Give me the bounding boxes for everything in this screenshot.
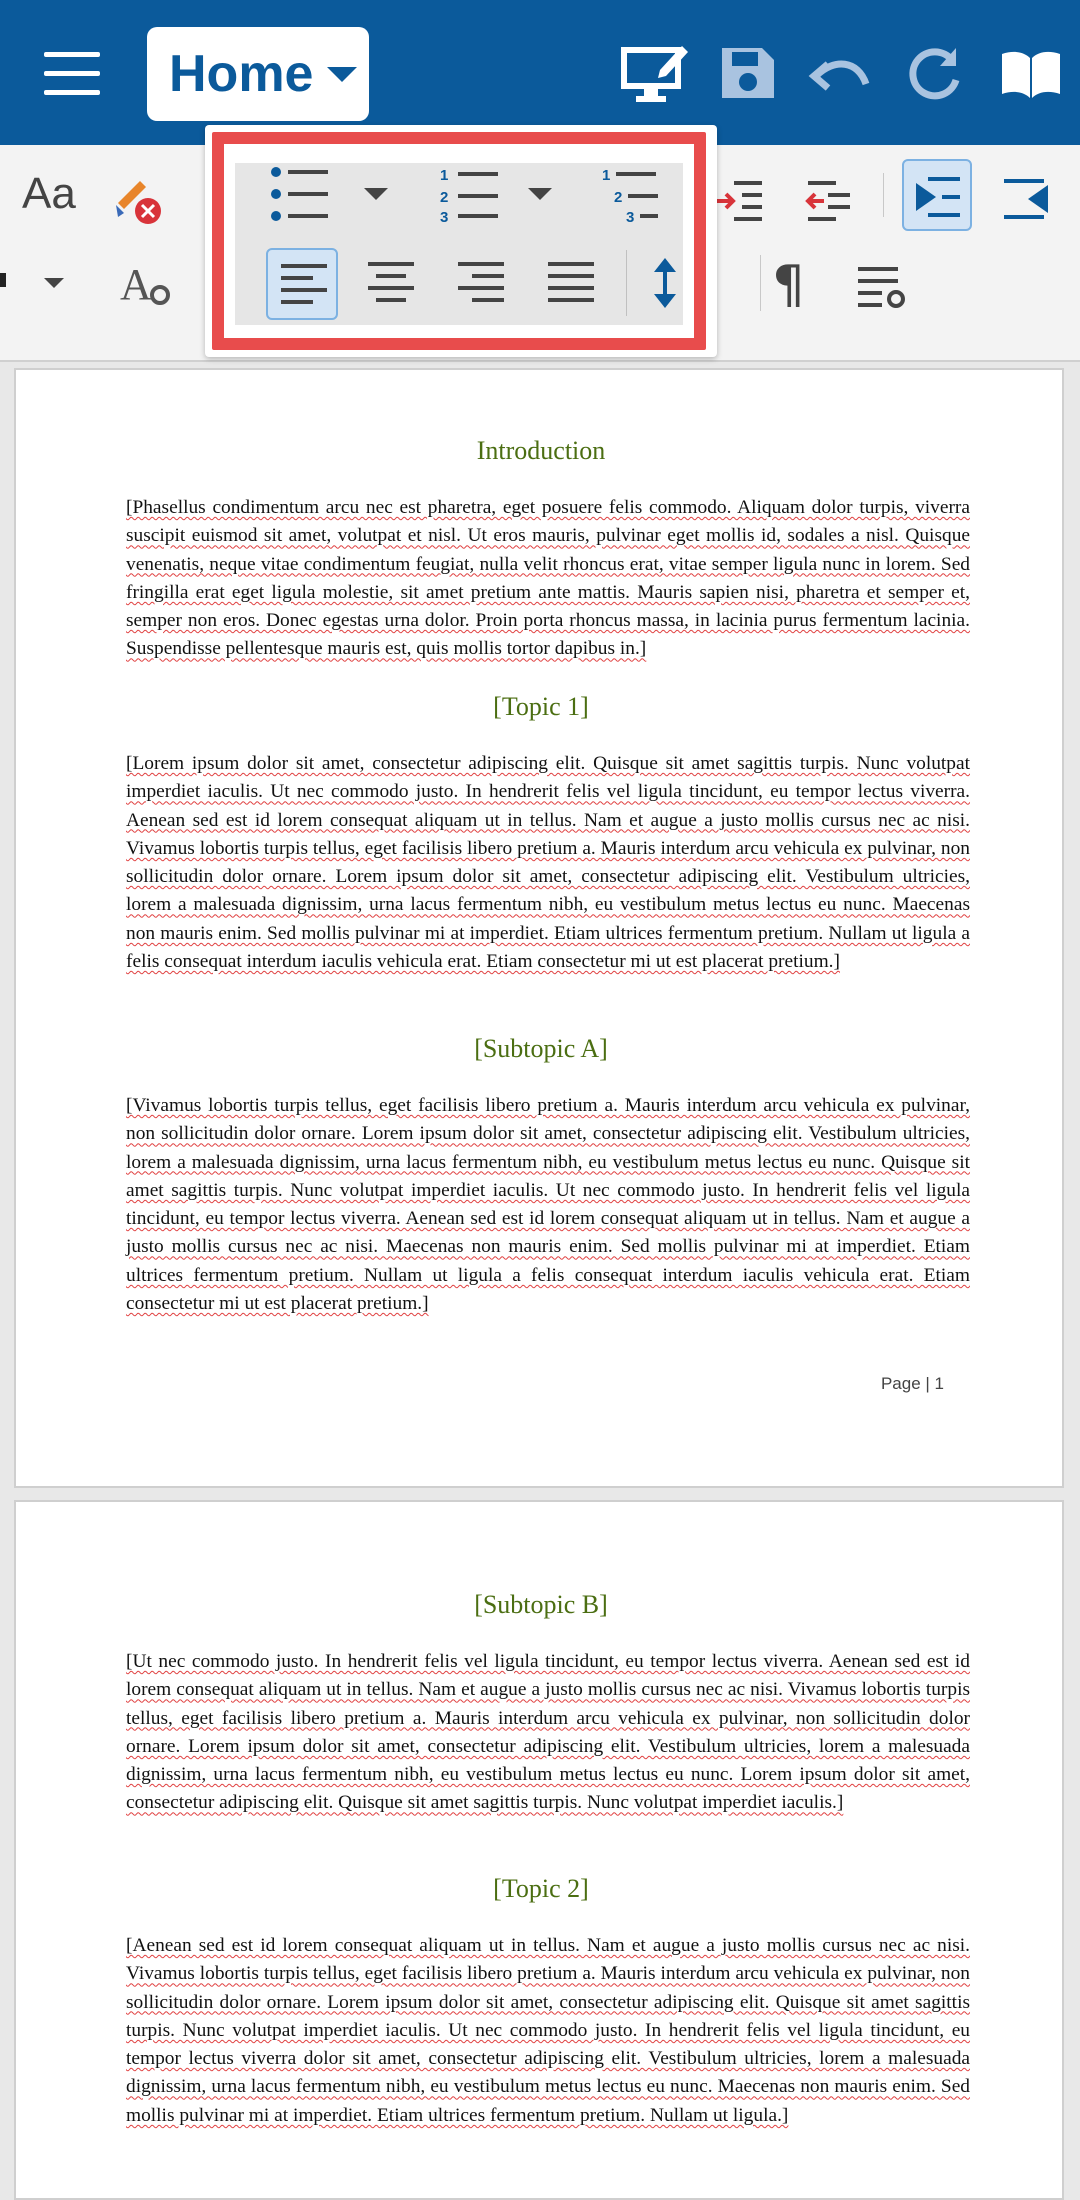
- document-page-2: [14, 1500, 1064, 2200]
- document-page-1: [14, 368, 1064, 1488]
- clear-format-icon[interactable]: [112, 175, 166, 232]
- paragraph-settings-icon[interactable]: [856, 263, 908, 316]
- svg-text:1: 1: [440, 167, 449, 184]
- rtl-icon[interactable]: [1002, 177, 1050, 226]
- heading-topic-1: [Topic 1]: [493, 692, 589, 721]
- heading-introduction: Introduction: [476, 436, 606, 465]
- ltr-icon: [914, 175, 962, 219]
- svg-text:2: 2: [614, 189, 623, 206]
- redo-icon[interactable]: [900, 40, 970, 106]
- indent-decrease-icon[interactable]: [804, 177, 854, 228]
- paragraph-subtopic-a[interactable]: [Vivamus lobortis turpis tellus, eget facilisis libero pretium a. Mauris interdum arcu vehicula ex pulvinar, non sollicitudin dolor ornare. Lorem ipsum dolor sit amet, consectetur adipiscing elit. Vestibulum ultricies, lorem a malesuada dignissim, urna lacus fermentum nibh, eu vestibulum metus lectus eu nunc. Quisque sit amet sagittis turpis. Nunc volutpat imperdiet iaculis. Ut nec commodo justo. In hendrerit felis vel ligula tincidunt, eu tempor lectus viverra. Aenean sed est id lorem consequat aliquam ut in tellus. Nam et augue a justo mollis cursus nec ac nisi. Maecenas non mauris enim. Sed mollis pulvinar mi at imperdiet. Etiam ultrices fermentum pretium. Nullam ut ligula a felis consequat interdum iaculis vehicula erat. Etiam consectetur mi ut est placerat pretium.]: [126, 1095, 970, 1315]
- font-size-edge: [0, 273, 6, 287]
- font-icon[interactable]: Aa: [22, 169, 76, 218]
- screen-edit-icon[interactable]: [620, 40, 690, 106]
- svg-text:2: 2: [440, 189, 449, 206]
- ribbon-divider: [883, 173, 884, 217]
- svg-text:3: 3: [626, 209, 635, 222]
- top-app-bar: [0, 0, 1080, 145]
- heading-topic-2: [Topic 2]: [493, 1874, 589, 1903]
- undo-icon[interactable]: [806, 40, 876, 106]
- svg-text:3: 3: [440, 209, 449, 222]
- read-mode-icon[interactable]: [996, 40, 1066, 106]
- save-icon[interactable]: [712, 40, 782, 106]
- svg-text:A: A: [120, 260, 152, 309]
- ribbon-divider: [760, 255, 761, 311]
- paragraph-subtopic-b[interactable]: [Ut nec commodo justo. In hendrerit felis vel ligula tincidunt, eu tempor lectus viverra. Aenean sed est id lorem consequat aliquam ut in tellus. Nam et augue a justo mollis cursus nec ac nisi. Vivamus lobortis turpis tellus, eget facilisis libero pretium a. Mauris interdum arcu vehicula ex pulvinar, non sollicitudin dolor ornare. Lorem ipsum dolor sit amet, consectetur adipiscing elit. Vestibulum ultricies, lorem a malesuada dignissim, urna lacus fermentum nibh, eu vestibulum metus lectus eu nunc. Lorem ipsum dolor sit amet, consectetur adipiscing elit. Quisque sit amet sagittis turpis. Nunc volutpat imperdiet iaculis.]: [126, 1651, 970, 1814]
- menu-icon[interactable]: [44, 52, 100, 96]
- ltr-button[interactable]: [902, 159, 972, 231]
- indent-increase-icon[interactable]: [714, 177, 764, 228]
- ribbon-tab-selector[interactable]: [147, 27, 369, 121]
- paragraph-introduction[interactable]: [Phasellus condimentum arcu nec est pharetra, eget posuere felis commodo. Aliquam dolor turpis, viverra suscipit euismod sit amet, volutpat et nisl. Ut eros mauris, pulvinar eget mollis id, sodales a nisl. Quisque venenatis, neque vitae condimentum feugiat, nulla velit rhoncus erat, vitae semper ligula nunc in lorem. Sed fringilla erat eget ligula molestie, sit amet pretium ante mattis. Mauris sapien nisi, pharetra et semper et, semper non eros. Donec egestas urna dolor. Proin porta rhoncus massa, in lacinia purus fermentum lacinia. Suspendisse pellentesque mauris est, quis mollis tortor dapibus in.]: [126, 497, 970, 660]
- heading-subtopic-a: [Subtopic A]: [474, 1034, 608, 1063]
- selection-highlight-box: [212, 132, 706, 350]
- paragraph-topic-1[interactable]: [Lorem ipsum dolor sit amet, consectetur adipiscing elit. Quisque sit amet sagittis turpis. Nunc volutpat imperdiet iaculis. Ut nec commodo justo. In hendrerit felis vel ligula tincidunt, eu tempor lectus viverra. Aenean sed est id lorem consequat aliquam ut in tellus. Nam et augue a justo mollis cursus nec ac nisi. Vivamus lobortis turpis tellus, eget facilisis libero pretium a. Mauris interdum arcu vehicula ex pulvinar, non sollicitudin dolor ornare. Lorem ipsum dolor sit amet, consectetur adipiscing elit. Vestibulum ultricies, lorem a malesuada dignissim, urna lacus fermentum nibh, eu vestibulum metus lectus eu nunc. Maecenas non mauris enim. Sed mollis pulvinar mi at imperdiet. Etiam ultrices fermentum pretium. Nullam ut ligula a felis consequat interdum iaculis vehicula erat. Etiam consectetur mi ut est placerat pretium.]: [126, 753, 970, 973]
- paragraph-topic-2[interactable]: [Aenean sed est id lorem consequat aliquam ut in tellus. Nam et augue a justo mollis cursus nec ac nisi. Vivamus lobortis turpis tellus, eget facilisis libero pretium a. Mauris interdum arcu vehicula ex pulvinar, non sollicitudin dolor ornare. Lorem ipsum dolor sit amet, consectetur adipiscing elit. Quisque sit amet sagittis turpis. Nunc volutpat imperdiet iaculis. Ut nec commodo justo. In hendrerit felis vel ligula tincidunt, eu tempor lectus viverra dolor sit amet, consectetur adipiscing elit. Vestibulum ultricies, lorem a malesuada dignissim, urna lacus fermentum nibh, eu vestibulum metus lectus eu nunc. Maecenas non mauris enim. Sed mollis pulvinar mi at imperdiet. Etiam ultrices fermentum pretium. Nullam ut ligula.]: [126, 1935, 970, 2126]
- paragraph-mark-icon[interactable]: ¶: [772, 255, 806, 315]
- ribbon-tab-label: Home: [169, 45, 314, 103]
- page-number: Page | 1: [880, 1374, 944, 1393]
- chevron-down-icon[interactable]: [44, 278, 64, 288]
- dropdown-caret-icon: [327, 67, 357, 82]
- svg-text:1: 1: [602, 167, 611, 184]
- heading-subtopic-b: [Subtopic B]: [474, 1590, 608, 1619]
- style-icon[interactable]: [118, 257, 172, 314]
